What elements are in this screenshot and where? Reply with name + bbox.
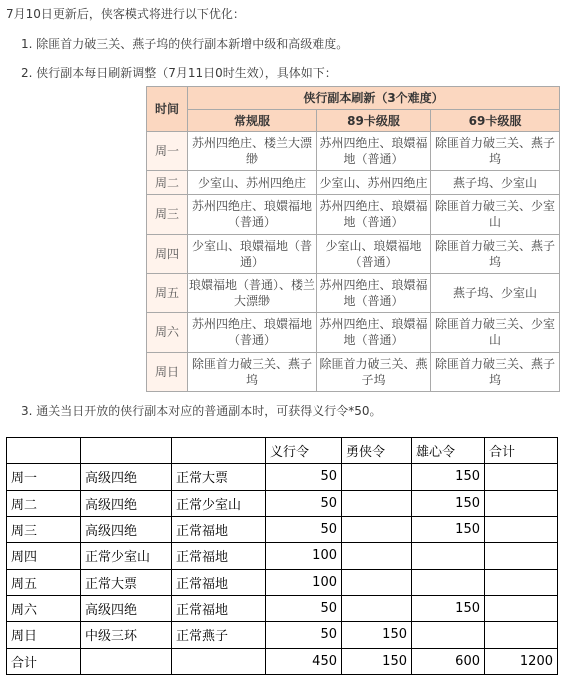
summary-day-cell: 周五 [7,569,81,595]
schedule-dungeon-cell: 除匪首力破三关、少室山 [431,313,560,352]
schedule-dungeon-cell: 除匪首力破三关、少室山 [431,195,560,234]
summary-day-cell: 合计 [7,648,81,674]
schedule-row [147,352,560,391]
summary-row [7,490,558,516]
summary-value-cell: 150 [412,464,485,490]
summary-value-cell: 50 [266,516,342,542]
schedule-dungeon-cell: 少室山、苏州四绝庄 [317,171,431,195]
schedule-day-label: 周三 [147,195,188,234]
schedule-dungeon-cell: 苏州四绝庄、琅嬛福地（普通） [188,195,317,234]
schedule-day-label: 周一 [147,132,188,171]
summary-value-cell [412,569,485,595]
schedule-day-label: 周六 [147,313,188,352]
summary-value-cell: 150 [342,648,412,674]
summary-column-header: 义行令 [266,438,342,464]
server-column-header: 69卡级服 [431,110,560,132]
summary-activity-cell: 正常大票 [172,464,266,490]
schedule-row [147,313,560,352]
schedule-dungeon-cell: 苏州四绝庄、琅嬛福地（普通） [317,195,431,234]
summary-value-cell: 450 [266,648,342,674]
server-column-header: 89卡级服 [317,110,431,132]
notice-intro: 7月10日更新后，侠客模式将进行以下优化： [6,7,245,21]
summary-value-cell [342,490,412,516]
server-column-header: 常规服 [188,110,317,132]
summary-value-cell [485,490,558,516]
summary-value-cell: 150 [412,595,485,621]
schedule-row [147,273,560,312]
summary-value-cell [342,516,412,542]
schedule-dungeon-cell: 少室山、苏州四绝庄 [188,171,317,195]
summary-day-cell: 周一 [7,464,81,490]
summary-activity-cell: 高级四绝 [81,516,172,542]
summary-value-cell [342,464,412,490]
summary-column-header [172,438,266,464]
summary-value-cell: 50 [266,595,342,621]
summary-value-cell: 150 [412,490,485,516]
notice-item-1: 1. 除匪首力破三关、燕子坞的侠行副本新增中级和高级难度。 [21,37,349,51]
schedule-dungeon-cell: 苏州四绝庄、琅嬛福地（普通） [317,313,431,352]
notice-item-2: 2. 侠行副本每日刷新调整（7月11日0时生效），具体如下： [21,66,337,80]
summary-activity-cell: 正常大票 [81,569,172,595]
time-column-header: 时间 [147,87,188,132]
summary-column-header: 雄心令 [412,438,485,464]
summary-value-cell: 100 [266,543,342,569]
notice-item-3: 3. 通关当日开放的侠行副本对应的普通副本时，可获得义行令*50。 [21,404,382,418]
summary-column-header [7,438,81,464]
schedule-dungeon-cell: 除匪首力破三关、燕子坞 [431,132,560,171]
schedule-dungeon-cell: 除匪首力破三关、燕子坞 [317,352,431,391]
schedule-dungeon-cell: 苏州四绝庄、琅嬛福地（普通） [317,273,431,312]
summary-value-cell: 50 [266,490,342,516]
schedule-day-label: 周五 [147,273,188,312]
schedule-dungeon-cell: 少室山、琅嬛福地（普通） [317,234,431,273]
summary-value-cell: 50 [266,464,342,490]
schedule-dungeon-cell: 苏州四绝庄、琅嬛福地（普通） [317,132,431,171]
summary-day-cell: 周三 [7,516,81,542]
summary-day-cell: 周六 [7,595,81,621]
summary-column-header [81,438,172,464]
summary-value-cell: 1200 [485,648,558,674]
schedule-dungeon-cell: 苏州四绝庄、楼兰大漂缈 [188,132,317,171]
refresh-group-header: 侠行副本刷新（3个难度） [188,87,560,110]
summary-activity-cell: 高级四绝 [81,464,172,490]
summary-value-cell [342,543,412,569]
summary-activity-cell: 正常福地 [172,595,266,621]
summary-value-cell [342,569,412,595]
schedule-day-label: 周四 [147,234,188,273]
schedule-dungeon-cell: 苏州四绝庄、琅嬛福地（普通） [188,313,317,352]
refresh-schedule-table [146,86,560,392]
schedule-row [147,195,560,234]
summary-activity-cell: 中级三环 [81,622,172,648]
schedule-dungeon-cell: 除匪首力破三关、燕子坞 [431,234,560,273]
summary-value-cell: 150 [412,516,485,542]
summary-activity-cell [81,648,172,674]
schedule-dungeon-cell: 除匪首力破三关、燕子坞 [431,352,560,391]
summary-row [7,648,558,674]
summary-activity-cell: 高级四绝 [81,490,172,516]
summary-value-cell [485,622,558,648]
summary-value-cell [342,595,412,621]
summary-activity-cell: 正常燕子 [172,622,266,648]
summary-value-cell [412,543,485,569]
schedule-row [147,132,560,171]
summary-row [7,569,558,595]
summary-column-header: 勇侠令 [342,438,412,464]
summary-activity-cell: 正常福地 [172,569,266,595]
summary-activity-cell: 正常少室山 [81,543,172,569]
summary-activity-cell: 正常福地 [172,543,266,569]
summary-row [7,622,558,648]
summary-row [7,516,558,542]
summary-value-cell [485,569,558,595]
summary-value-cell: 100 [266,569,342,595]
summary-header-row [7,438,558,464]
summary-value-cell [412,622,485,648]
schedule-day-label: 周二 [147,171,188,195]
schedule-dungeon-cell: 琅嬛福地（普通）、楼兰大漂缈 [188,273,317,312]
summary-value-cell: 50 [266,622,342,648]
token-summary-grid [6,437,558,675]
summary-day-cell: 周二 [7,490,81,516]
summary-row [7,464,558,490]
summary-day-cell: 周日 [7,622,81,648]
schedule-row [147,234,560,273]
summary-value-cell [485,595,558,621]
summary-activity-cell: 高级四绝 [81,595,172,621]
summary-value-cell [485,543,558,569]
schedule-dungeon-cell: 燕子坞、少室山 [431,273,560,312]
summary-activity-cell [172,648,266,674]
summary-row [7,595,558,621]
summary-value-cell: 150 [342,622,412,648]
schedule-dungeon-cell: 除匪首力破三关、燕子坞 [188,352,317,391]
summary-column-header: 合计 [485,438,558,464]
summary-activity-cell: 正常福地 [172,516,266,542]
summary-day-cell: 周四 [7,543,81,569]
summary-activity-cell: 正常少室山 [172,490,266,516]
schedule-dungeon-cell: 少室山、琅嬛福地（普通） [188,234,317,273]
summary-value-cell [485,516,558,542]
schedule-row [147,171,560,195]
summary-value-cell [485,464,558,490]
schedule-dungeon-cell: 燕子坞、少室山 [431,171,560,195]
schedule-day-label: 周日 [147,352,188,391]
summary-value-cell: 600 [412,648,485,674]
summary-row [7,543,558,569]
